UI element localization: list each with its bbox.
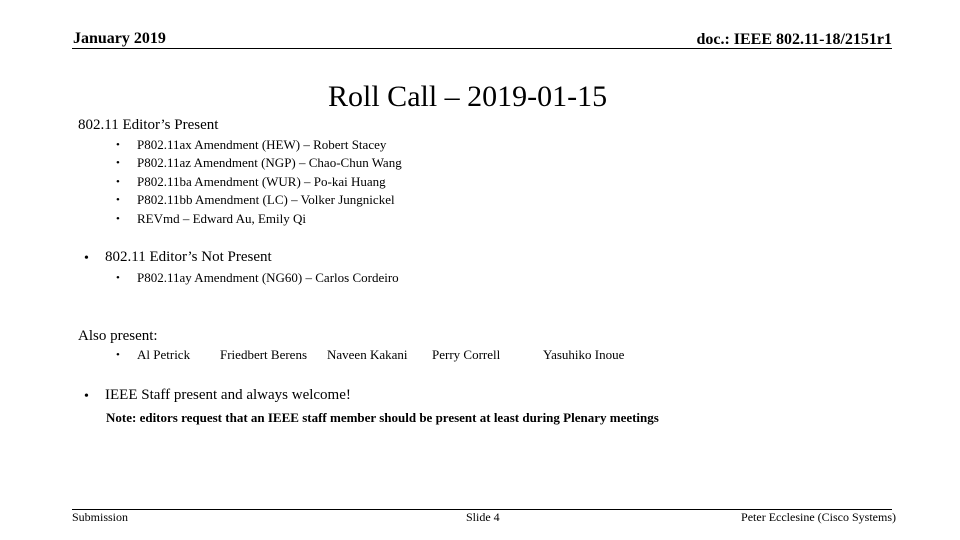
attendee-name: Naveen Kakani	[327, 347, 408, 362]
attendee-name: Friedbert Berens	[220, 347, 308, 362]
slide-title: Roll Call – 2019-01-15	[328, 80, 608, 113]
ieee-staff-note: Note: editors request that an IEEE staff member should be present at least during Plenary meetings	[106, 410, 659, 425]
editor-present-item: P802.11bb Amendment (LC) – Volker Jungnickel	[137, 192, 395, 207]
bullet-icon: •	[116, 139, 120, 151]
attendee-name: Perry Correll	[432, 347, 501, 362]
bullet-icon: •	[116, 176, 120, 188]
attendee-name: Al Petrick	[137, 347, 191, 362]
header-rule	[72, 48, 892, 49]
footer-slide-number: Slide 4	[466, 510, 500, 524]
footer-submission: Submission	[72, 510, 129, 524]
bullet-icon: •	[84, 251, 89, 266]
header-date: January 2019	[73, 30, 166, 47]
editor-present-item: P802.11ba Amendment (WUR) – Po-kai Huang	[137, 174, 386, 189]
editor-present-item: REVmd – Edward Au, Emily Qi	[137, 211, 306, 226]
bullet-icon: •	[84, 389, 89, 404]
attendee-name: Yasuhiko Inoue	[543, 347, 625, 362]
bullet-icon: •	[116, 349, 120, 361]
header-doc-id: doc.: IEEE 802.11-18/2151r1	[696, 31, 892, 48]
footer-author: Peter Ecclesine (Cisco Systems)	[741, 510, 896, 524]
bullet-icon: •	[116, 213, 120, 225]
editors-present-heading: 802.11 Editor’s Present	[78, 117, 219, 133]
editor-not-present-item: P802.11ay Amendment (NG60) – Carlos Cordeiro	[137, 270, 399, 285]
bullet-icon: •	[116, 194, 120, 206]
bullet-icon: •	[116, 157, 120, 169]
bullet-icon: •	[116, 272, 120, 284]
also-present-heading: Also present:	[78, 328, 158, 344]
editor-present-item: P802.11az Amendment (NGP) – Chao-Chun Wang	[137, 155, 402, 170]
ieee-staff-heading: IEEE Staff present and always welcome!	[105, 387, 351, 403]
editors-not-present-heading: 802.11 Editor’s Not Present	[105, 249, 272, 265]
editor-present-item: P802.11ax Amendment (HEW) – Robert Stacey	[137, 137, 387, 152]
